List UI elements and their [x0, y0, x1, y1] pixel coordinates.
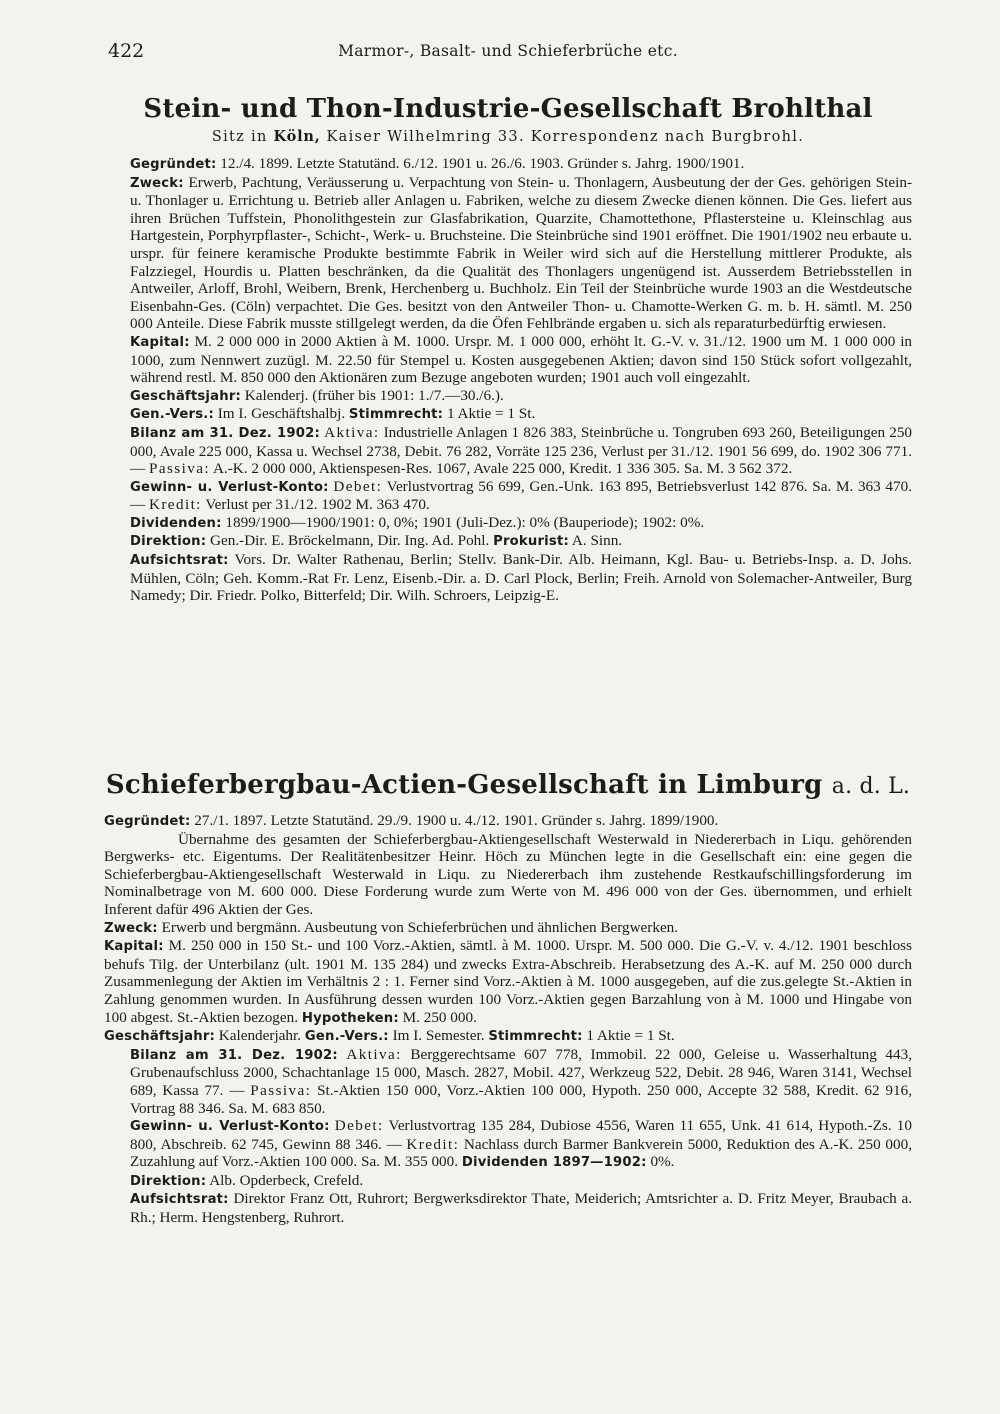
general-meeting-text: Im I. Geschäftshalbj. [217, 405, 346, 423]
company-title-main: Schieferbergbau-Actien-Gesellschaft in Limburg [105, 770, 823, 800]
founded-text: 12./4. 1899. Letzte Statutänd. 6./12. 1901 u. 26./6. 1903. Gründer s. Jahrg. 1900/1901. [220, 155, 745, 172]
balance-entry [104, 1046, 912, 1117]
profit-loss-label: Gewinn- u. Verlust-Konto: [130, 479, 329, 495]
seat-city: Köln, [273, 128, 321, 145]
credit-text: Verlust per 31./12. 1902 M. 363 470. [205, 496, 430, 514]
dividends-label: Dividenden: [130, 515, 222, 531]
proxy-text: A. Sinn. [571, 532, 623, 550]
debit-word: Debet: [333, 477, 383, 495]
capital-text: M. 2 000 000 in 2000 Aktien à M. 1000. Urspr. M. 1 000 000, erhöht lt. G.-V. v. 31./12. 1900 um M. 1 000 000 in 1000, zum Nennwert zuzügl. M. 22.50 für Stempel u. Kosten ausgegebenen Aktien; davon sind 150 Stück sofort vollgezahlt, während restl. M. 850 000 den Aktionären zum Bezuge angeboten wurden; 1901 auch voll eingezahlt. [130, 332, 913, 387]
fiscal-year-label: Geschäftsjahr: [104, 1029, 215, 1045]
credit-word: Kredit: [148, 496, 202, 514]
assets-word: Aktiva: [346, 1045, 402, 1063]
company-title-suffix: a. d. L. [831, 774, 911, 799]
balance-label: Bilanz am 31. Dez. 1902: [130, 425, 320, 441]
page-number: 422 [108, 40, 145, 62]
general-meeting-text: Im I. Semester. [392, 1027, 485, 1045]
supervisory-board-text: Direktor Franz Ott, Ruhrort; Bergwerksdirektor Thate, Meiderich; Amtsrichter a. D. Fritz Meyer, Braubach a. Rh.; Herm. Hengstenberg, Ruhrort. [130, 1190, 913, 1227]
history-entry: Übernahme des gesamten der Schieferbergbau-Aktiengesellschaft Westerwald in Niedererbach in Liqu. gehörenden Bergwerks- etc. Eigentums. Der Realitätenbesitzer Heinr. Höch zu München legte in die Gesellschaft ein: eine gegen die Schieferbergbau-Aktiengesellschaft Westerwald in Liqu. zu Niedererbach ihm zustehende Restkaufschillingsforderung im Nominalbetrage von M. 600 000. Diese Forderung wurde zum Werte von M. 496 000 von der Ges. übernommen, und erhielt Inferent dafür 496 Aktien der Ges. [104, 830, 912, 918]
purpose-text: Erwerb, Pachtung, Veräusserung u. Verpachtung von Stein- u. Thonlagern, Ausbeutung der der Ges. gehörigen Stein- u. Thonlager u. Errichtung u. Betrieb aller Anlagen u. Fabriken, welche zu diesem Zwecke dienen können. Die Ges. liefert aus ihren Brüchen Tuffstein, Phonolithgestein zur Glasfabrikation, Quarzite, Chamottethone, Pflastersteine u. Kleinschlag aus Hartgestein, Porphyrpflaster-, Schicht-, Werk- u. Bruchsteine. Die Steinbrüche sind 1901 eröffnet. Die 1901/1902 neu erbaute u. urspr. für feinere keramische Produkte bestimmte Fabrik in Weiler wird sich auf die Herstellung mittlerer Produkte, als Falzziegel, Hourdis u. Platten beschränken, da die Qualität des Thonlagers ungenügend ist. Ausserdem Betriebsstellen in Antweiler, Arloff, Brohl, Weibern, Brenk, Herchenberg u. Buchholz. Ein Teil der Steinbrüche wurde 1903 an die Westdeutsche Eisenbahn-Ges. (Cöln) verpachtet. Die Ges. besitzt von den Antweiler Thon- u. Chamotte-Werken G. m. b. H. sämtl. M. 250 000 Anteile. Diese Fabrik musste stillgelegt werden, da die Öfen Fehlbrände ergaben u. sich als reparaturbedürftig erwiesen. [130, 173, 913, 333]
company-seat [104, 128, 912, 145]
mortgages-text: M. 250 000. [402, 1008, 477, 1026]
debit-text: Verlustvortrag 56 699, Gen.-Unk. 163 895, Betriebsverlust 142 876. Sa. M. 363 470. — [130, 477, 913, 514]
founded-entry [104, 812, 912, 831]
voting-right-label: Stimmrecht: [488, 1029, 583, 1045]
supervisory-board-entry [104, 1190, 912, 1226]
management-label: Direktion: [130, 1173, 207, 1189]
assets-word: Aktiva: [324, 423, 380, 441]
management-label: Direktion: [130, 534, 207, 550]
profit-loss-label: Gewinn- u. Verlust-Konto: [130, 1119, 330, 1135]
capital-text: M. 250 000 in 150 St.- und 100 Vorz.-Aktien, sämtl. à M. 1000. Urspr. M. 500 000. Die G.-V. v. 4./12. 1901 beschloss behufs Tilg. der Unterbilanz (ult. 1901 M. 135 284) und zwecks Extra-Abschreib. Herabsetzung des A.-K. auf M. 250 000 durch Zusammenlegung der Aktien im Verhältnis 2 : 1. Ferner sind Vorz.-Aktien à M. 1000 ausgegeben, auf die zus.gelegte St.-Aktien in Zahlung genommen wurden. In Ausführung dessen wurden 100 Vorz.-Aktien gegen Barzahlung von à M. 1000 und Hingabe von 100 abgest. St.-Aktien bezogen. [104, 937, 913, 1026]
seat-prefix: Sitz in [211, 129, 268, 145]
dividends-label: Dividenden 1897—1902: [461, 1155, 647, 1171]
supervisory-board-label: Aufsichtsrat: [130, 553, 229, 569]
founded-label: Gegründet: [130, 157, 217, 172]
balance-entry [104, 424, 912, 478]
purpose-text: Erwerb und bergmänn. Ausbeutung von Schieferbrüchen und ähnlichen Bergwerken. [161, 918, 679, 936]
debit-word: Debet: [334, 1117, 384, 1135]
purpose-entry [104, 174, 912, 333]
management-entry [104, 532, 912, 551]
company-entry-brohlthal [104, 92, 912, 605]
supervisory-board-entry [104, 551, 912, 605]
profit-loss-entry [104, 478, 912, 514]
supervisory-board-text: Vors. Dr. Walter Rathenau, Berlin; Stellv. Bank-Dir. Alb. Heimann, Kgl. Bau- u. Betriebs-Insp. a. D. Johs. Mühlen, Cöln; Geh. Komm.-Rat Fr. Lenz, Eisenb.-Dir. a. D. Carl Plock, Berlin; Freih. Arnold von Solemacher-Antweiler, Burg Namedy; Dir. Friedr. Polko, Bitterfeld; Dir. Wilh. Schroers, Leipzig-E. [130, 551, 912, 605]
liabilities-word: Passiva: [250, 1081, 312, 1099]
founded-label: Gegründet: [104, 814, 191, 829]
profit-loss-entry [104, 1117, 912, 1172]
liabilities-word: Passiva: [148, 460, 210, 478]
assets-text: Industrielle Anlagen 1 826 383, Steinbrüche u. Tongruben 693 260, Beteiligungen 250 000, Avale 225 000, Kassa u. Wechsel 2738, Debit. 76 282, Vorräte 125 236, Verlust per 31./12. 1901 56 699, do. 1902 306 771. — [130, 423, 913, 478]
management-text: Alb. Opderbeck, Crefeld. [209, 1171, 364, 1189]
capital-entry [104, 333, 912, 387]
assets-text: Berggerechtsame 607 778, Immobil. 22 000, Geleise u. Wasserhaltung 443, Grubenaufschluss 2000, Schachtanlage 15 000, Masch. 2827, Mobil. 427, Werkzeug 522, Debit. 28 946, Waren 3141, Wechsel 689, Kassa 77. — [130, 1045, 913, 1099]
capital-label: Kapital: [130, 334, 190, 350]
liabilities-text: St.-Aktien 150 000, Vorz.-Aktien 100 000, Hypoth. 250 000, Accepte 32 588, Kredit. 62 916, Vortrag 88 346. Sa. M. 683 850. [130, 1081, 913, 1117]
company-entry-limburg [104, 768, 912, 1227]
founded-entry [104, 155, 912, 174]
running-title: Marmor-, Basalt- und Schieferbrüche etc. [338, 42, 678, 60]
fiscal-year-entry [104, 1027, 912, 1046]
general-meeting-label: Gen.-Vers.: [304, 1029, 389, 1045]
debit-text: Verlustvortrag 135 284, Dubiose 4556, Waren 11 655, Unk. 41 614, Hypoth.-Zs. 10 800, Abschreib. 62 745, Gewinn 88 346. — [130, 1117, 912, 1153]
company-title: Stein- und Thon-Industrie-Gesellschaft Brohlthal [143, 94, 873, 124]
fiscal-year-label: Geschäftsjahr: [130, 388, 241, 404]
credit-word: Kredit: [406, 1135, 460, 1153]
general-meeting-label: Gen.-Vers.: [130, 407, 214, 423]
running-head [108, 40, 908, 70]
purpose-entry [104, 919, 912, 938]
voting-right-text: 1 Aktie = 1 St. [586, 1027, 675, 1045]
capital-entry [104, 937, 912, 1027]
capital-label: Kapital: [104, 939, 164, 955]
purpose-label: Zweck: [104, 920, 158, 936]
founded-text: 27./1. 1897. Letzte Statutänd. 29./9. 1900 u. 4./12. 1901. Gründer s. Jahrg. 1899/1900. [194, 812, 719, 829]
fiscal-year-entry [104, 387, 912, 406]
liabilities-text: A.-K. 2 000 000, Aktienspesen-Res. 1067, Avale 225 000, Kredit. 1 336 305. Sa. M. 3 562 372. [212, 460, 793, 478]
company-title [104, 768, 912, 804]
purpose-label: Zweck: [130, 175, 184, 191]
fiscal-year-text: Kalenderjahr. [218, 1027, 302, 1045]
credit-text: Nachlass durch Barmer Bankverein 5000, Reduktion des A.-K. 250 000, Zuzahlung auf Vorz.-Aktien 100 000. Sa. M. 355 000. [130, 1135, 912, 1171]
dividends-text: 0%. [650, 1153, 675, 1171]
dividends-entry [104, 514, 912, 533]
voting-right-label: Stimmrecht: [348, 407, 444, 423]
seat-address: Kaiser Wilhelmring 33. Korrespondenz nach Burgbrohl. [326, 129, 805, 145]
mortgages-label: Hypotheken: [301, 1010, 399, 1026]
proxy-label: Prokurist: [493, 534, 569, 550]
voting-right-text: 1 Aktie = 1 St. [446, 405, 536, 423]
fiscal-year-text: Kalenderj. (früher bis 1901: 1./7.—30./6.). [244, 386, 504, 404]
general-meeting-entry [104, 405, 912, 424]
management-text: Gen.-Dir. E. Bröckelmann, Dir. Ing. Ad. Pohl. [210, 532, 490, 550]
supervisory-board-label: Aufsichtsrat: [130, 1192, 229, 1208]
dividends-text: 1899/1900—1900/1901: 0, 0%; 1901 (Juli-Dez.): 0% (Bauperiode); 1902: 0%. [225, 513, 705, 531]
balance-label: Bilanz am 31. Dez. 1902: [130, 1047, 338, 1063]
management-entry [104, 1172, 912, 1191]
